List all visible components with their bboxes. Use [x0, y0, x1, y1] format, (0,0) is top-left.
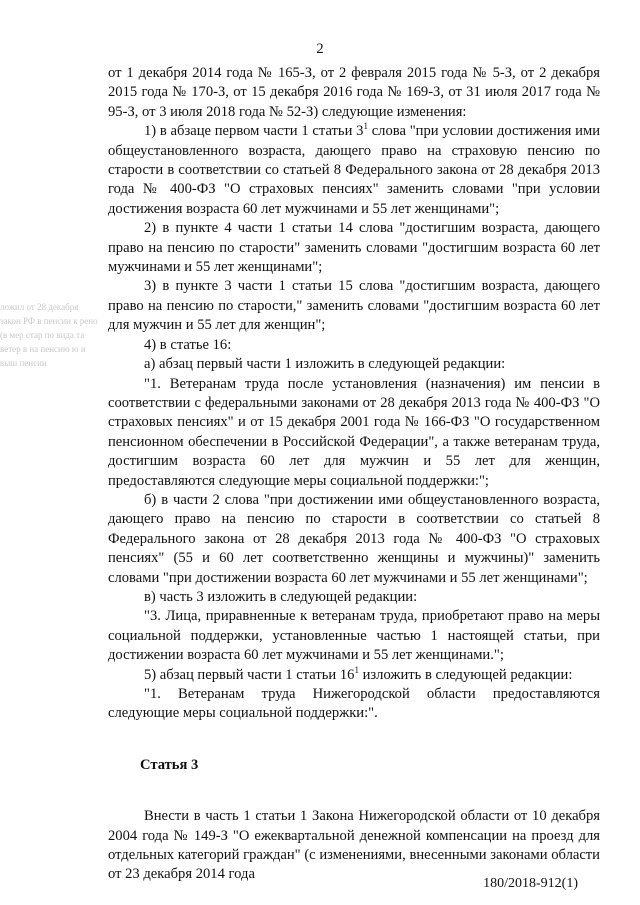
paragraph: от 1 декабря 2014 года № 165-З, от 2 февраля 2015 года № 5-З, от 2 декабря 2015 года № 170-З, от 15 декабря 2016 года № 169-З, от 31 июля 2017 года № 95-З, от 3 июля 2018 года № 52-З) следующие изменения: — [108, 65, 600, 120]
article-heading: Статья 3 — [140, 756, 199, 773]
paragraph: "3. Лица, приравненные к ветеранам труда, приобретают право на меры социальной поддержки, установленные частью 1 настоящей статьи, при достижении возраста 60 лет мужчинами и 55 лет женщинами."; — [108, 608, 600, 664]
paragraph: Внести в часть 1 статьи 1 Закона Нижегородской области от 10 декабря 2004 года № 149-З "О ежеквартальной денежной компенсации на проезд для отдельных категорий граждан" (с изменениями, внесенными законами области от 23 декабря 2014 года — [108, 808, 600, 883]
paragraph: "1. Ветеранам труда Нижегородской области предоставляются следующие меры социальной поддержки:". — [108, 686, 600, 722]
paragraph: 2) в пункте 4 части 1 статьи 14 слова "достигшим возраста, дающего право на пенсию по старости" заменить словами "достигшим возраста 60 лет мужчинами и 55 лет женщинами"; — [108, 220, 600, 276]
page-number: 2 — [316, 41, 324, 57]
paragraph: б) в части 2 слова "при достижении ими общеустановленного возраста, дающего право на пенсию по старости в соответствии со статьей 8 Федерального закона от 28 декабря 2013 года № 400-ФЗ "О страховых пенсиях" (55 и 60 лет соответственно женщины и мужчины)" заменить словами "при достижении возраста 60 лет мужчинами и 55 лет женщинами"; — [108, 491, 600, 586]
paragraph: "1. Ветеранам труда после установления (назначения) им пенсии в соответствии с федеральными законами от 28 декабря 2013 года № 400-ФЗ "О страховых пенсиях" и от 15 декабря 2001 года № 166-ФЗ "О государственном пенсионном обеспечении в Российской Федерации", а также ветеранам труда, достигшим возраста 60 лет для мужчин и 55 лет для женщин, предоставляются следующие меры социальной поддержки:"; — [108, 375, 600, 489]
paragraph: 5) абзац первый части 1 статьи $16^1$ изложить в следующей редакции: — [144, 664, 573, 683]
document-body — [108, 64, 600, 885]
document-number: 180/2018-912(1) — [483, 876, 578, 891]
paragraph: 3) в пункте 3 части 1 статьи 15 слова "достигшим возраста, дающего право на пенсию по старости," заменить словами "достигшим возраста 60 лет для мужчин и 55 лет для женщин"; — [108, 278, 600, 334]
bleed-through-text: ложил от 28 декабря закон РФ в пенсии к рено (в мер стар по вида та ветер в на пенсию ю и выш пенсии — [0, 302, 98, 368]
paragraph: 4) в статье 16: — [144, 336, 232, 353]
paragraph: 1) в абзаце первом части 1 статьи $3^1$ слова "при условии достижения ими общеустановленного возраста, дающего право на страховую пенсию по старости в соответствии со статьей 8 Федерального закона от 28 декабря 2013 года № 400-ФЗ "О страховых пенсиях" заменить словами "при условии достижения возраста 60 лет мужчинами и 55 лет женщинами"; — [108, 121, 600, 217]
paragraph: в) часть 3 изложить в следующей редакции: — [144, 588, 418, 605]
paragraph: а) абзац первый части 1 изложить в следующей редакции: — [144, 356, 506, 373]
